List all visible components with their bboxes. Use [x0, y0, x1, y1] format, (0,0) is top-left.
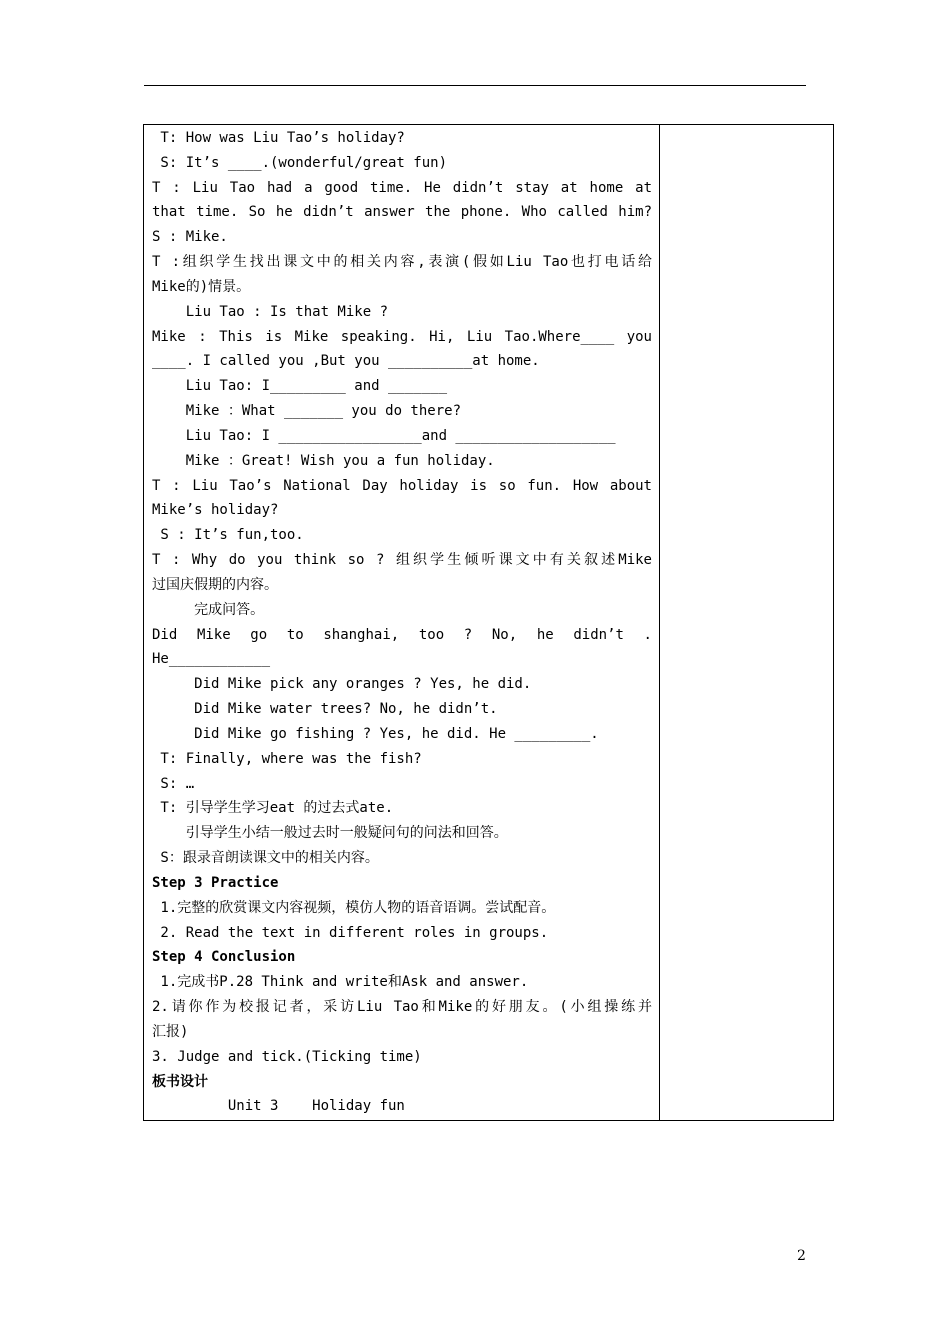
- text-line: T : Liu Tao’s National Day holiday is so fun. How about: [152, 478, 652, 494]
- text-line: Liu Tao: I _________________and ___________________: [152, 428, 616, 444]
- text-line: Mike ：Great! Wish you a fun holiday.: [152, 453, 495, 469]
- text-line: T: 引导学生学习eat 的过去式ate.: [152, 800, 394, 816]
- text-line: ____. I called you ,But you __________at home.: [152, 353, 540, 369]
- text-line: T :组织学生找出课文中的相关内容,表演(假如Liu Tao也打电话给: [152, 254, 652, 270]
- text-line: 过国庆假期的内容。: [152, 577, 278, 593]
- section-heading: Step 3 Practice: [152, 875, 279, 891]
- text-line: Mike : This is Mike speaking. Hi, Liu Tao.Where____ you: [152, 329, 652, 345]
- text-line: S: It’s ____.(wonderful/great fun): [152, 155, 448, 171]
- text-line: Did Mike go fishing ? Yes, he did. He _________.: [152, 726, 599, 742]
- text-line: Liu Tao: I_________ and _______: [152, 378, 448, 394]
- text-line: 2. Read the text in different roles in groups.: [152, 925, 549, 941]
- text-line: 2.请你作为校报记者，采访Liu Tao和Mike的好朋友。(小组操练并: [152, 999, 652, 1015]
- text-line: T : Why do you think so ? 组织学生倾听课文中有关叙述Mike: [152, 552, 652, 568]
- text-line: S : Mike.: [152, 229, 228, 245]
- page-number: 2: [797, 1248, 806, 1264]
- text-line: 引导学生小结一般过去时一般疑问句的问法和回答。: [152, 825, 508, 841]
- text-line: He____________: [152, 651, 271, 667]
- text-line: T: How was Liu Tao’s holiday?: [152, 130, 405, 146]
- text-line: 1.完成书P.28 Think and write和Ask and answer.: [152, 974, 529, 990]
- text-line: Did Mike water trees? No, he didn’t.: [152, 701, 498, 717]
- text-line: that time. So he didn’t answer the phone. Who called him?: [152, 204, 652, 220]
- text-line: 汇报): [152, 1024, 189, 1040]
- text-line: 3. Judge and tick.(Ticking time): [152, 1049, 422, 1065]
- text-line: Mike’s holiday?: [152, 502, 279, 518]
- text-line: Mike ：What _______ you do there?: [152, 403, 462, 419]
- text-line: T: Finally, where was the fish?: [152, 751, 422, 767]
- text-line: S：跟录音朗读课文中的相关内容。: [152, 850, 379, 866]
- header-rule: [144, 85, 806, 86]
- text-line: Did Mike pick any oranges ? Yes, he did.: [152, 676, 532, 692]
- text-line: S: …: [152, 776, 195, 792]
- text-line: 完成问答。: [152, 602, 265, 618]
- text-line: Mike的)情景。: [152, 279, 251, 295]
- text-line: S : It’s fun,too.: [152, 527, 304, 543]
- section-heading: 板书设计: [152, 1074, 208, 1090]
- text-line: 1.完整的欣赏课文内容视频，模仿人物的语音语调。尝试配音。: [152, 900, 556, 916]
- text-line: T : Liu Tao had a good time. He didn’t stay at home at: [152, 180, 652, 196]
- section-heading: Step 4 Conclusion: [152, 949, 296, 965]
- table-column-divider: [659, 124, 660, 1121]
- text-line: Did Mike go to shanghai, too ? No, he didn’t .: [152, 627, 652, 643]
- text-line: Unit 3 Holiday fun: [152, 1098, 405, 1114]
- text-line: Liu Tao : Is that Mike ?: [152, 304, 389, 320]
